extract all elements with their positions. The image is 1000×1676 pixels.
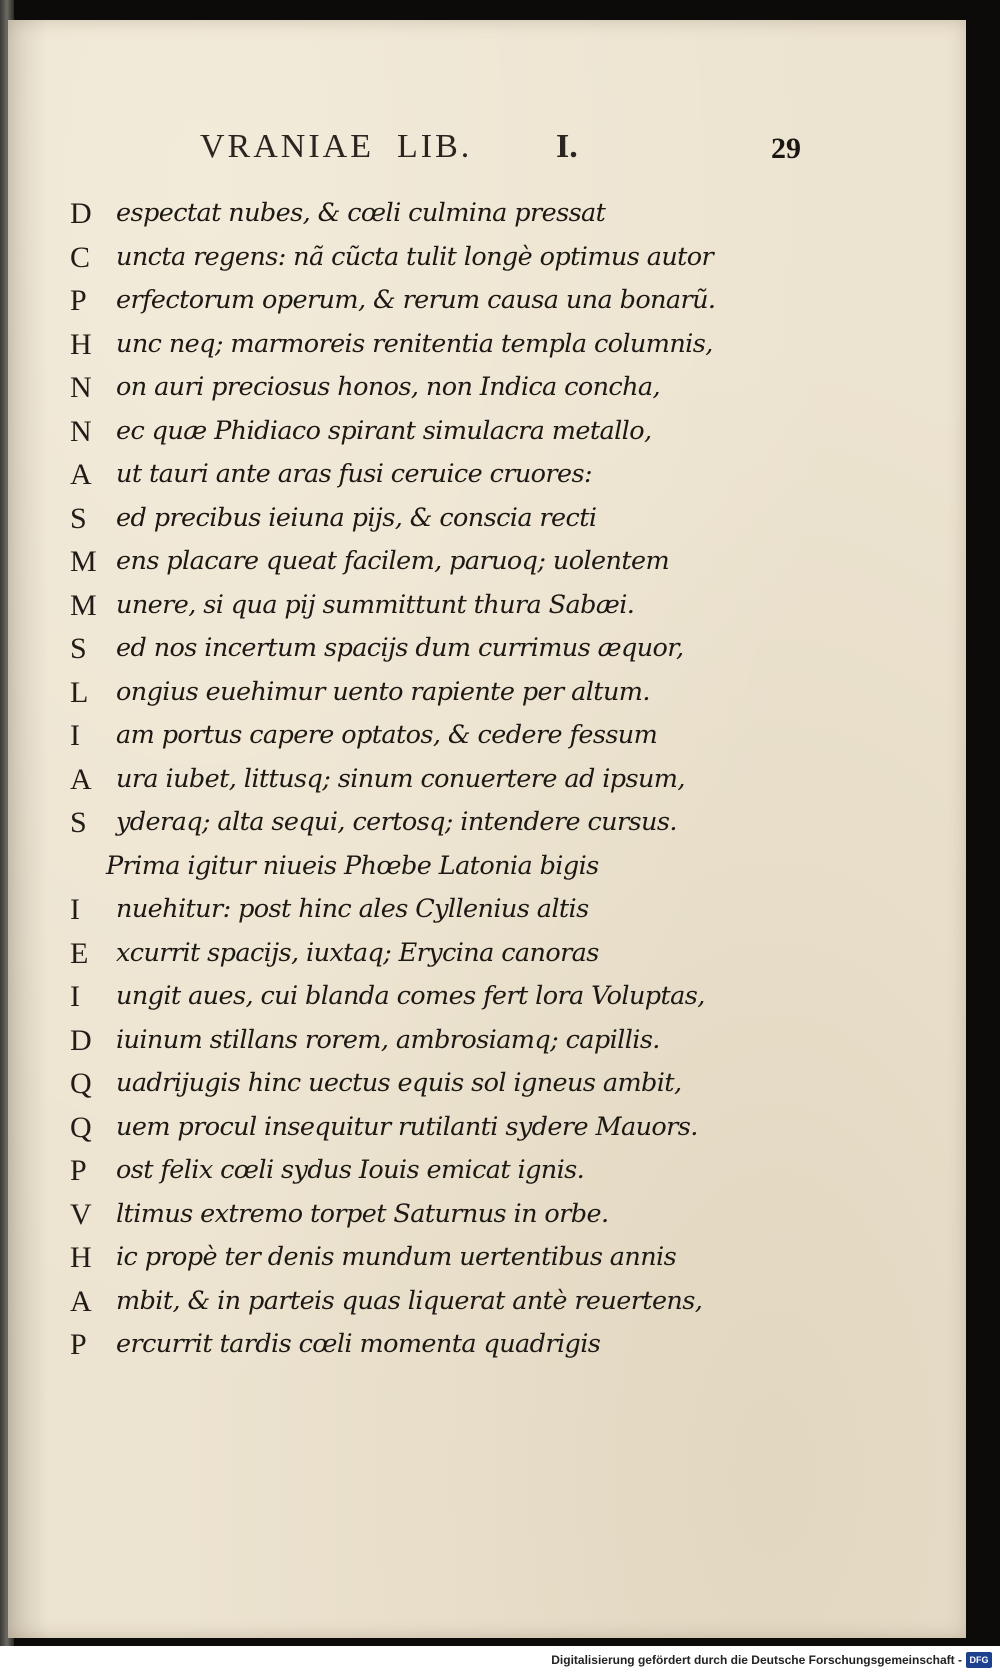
verse-text: unere, si qua pij summittunt thura Sabæi. [116,589,635,620]
funding-credit: Digitalisierung gefördert durch die Deutsche Forschungsgemeinschaft - [551,1653,962,1667]
verse-line [8,801,966,845]
page-header [8,128,966,178]
digitization-footer [0,1646,1000,1676]
verse-line [8,1323,966,1367]
verse-text: on auri preciosus honos, non Indica concha, [116,372,661,402]
verse-line [8,932,966,976]
verse-initial: D [70,197,92,230]
verse-line [8,192,966,236]
verse-line [8,453,966,497]
verse-initial: N [70,414,92,448]
verse-line [8,584,966,628]
verse-line [8,671,966,715]
verse-line [8,497,966,541]
verse-line [8,888,966,932]
verse-initial: S [70,806,87,839]
verse-text: uem procul insequitur rutilanti sydere Mauors. [116,1111,698,1142]
verse-line [8,1149,966,1193]
verse-text: ost felix cœli sydus Iouis emicat ignis. [116,1155,585,1185]
verse-line [8,1280,966,1324]
verse-initial: Q [70,1067,92,1100]
verse-text: erfectorum operum, & rerum causa una bonarũ. [116,285,716,315]
verse-line [8,366,966,410]
book-page [8,20,966,1638]
running-head: VRANIAE LIB. [200,128,473,165]
verse-text: uadrijugis hinc uectus equis sol igneus ambit, [116,1068,682,1098]
verse-line [8,1062,966,1106]
verse-text: am portus capere optatos, & cedere fessum [116,720,658,750]
verse-line [8,1106,966,1150]
book-number: I. [556,128,578,165]
verse-line [8,627,966,671]
verse-initial: A [70,762,92,796]
folio-number: 29 [771,132,801,165]
verse-line [8,714,966,758]
verse-text: ed nos incertum spacijs dum currimus æquor, [116,633,684,663]
verse-text: Prima igitur niueis Phœbe Latonia bigis [106,850,599,881]
verse-text: iuinum stillans rorem, ambrosiamq; capillis. [116,1024,660,1055]
verse-line [8,279,966,323]
verse-initial: P [70,1154,87,1187]
verse-initial: M [70,588,97,622]
verse-text: ungit aues, cui blanda comes fert lora Voluptas, [116,981,705,1011]
verse-text: unc neq; marmoreis renitentia templa columnis, [116,328,713,359]
verse-initial: N [70,371,92,404]
verse-line [8,1019,966,1063]
verse-line [8,410,966,454]
verse-initial: P [70,1328,87,1361]
verse-line [8,758,966,802]
verse-initial: A [70,1284,92,1318]
verse-text: ltimus extremo torpet Saturnus in orbe. [116,1198,609,1229]
verse-line [8,975,966,1019]
verse-text: ongius euehimur uento rapiente per altum. [116,676,650,707]
verse-initial: A [70,458,92,491]
verse-text: ic propè ter denis mundum uertentibus annis [116,1242,677,1272]
verse-text: ut tauri ante aras fusi ceruice cruores: [116,459,592,489]
verse-text: espectat nubes, & cœli culmina pressat [116,198,606,228]
verse-text: mbit, & in parteis quas liquerat antè reuertens, [116,1285,703,1316]
verse-text: ed precibus ieiuna pijs, & conscia recti [116,502,597,533]
verse-line [8,323,966,367]
verse-text: xcurrit spacijs, iuxtaq; Erycina canoras [116,937,599,968]
verse-line [8,236,966,280]
verse-text: uncta regens: nã cũcta tulit longè optimus autor [116,241,714,272]
verse-initial: L [70,675,89,709]
verse-line [8,540,966,584]
verse-initial: C [70,240,91,274]
verse-text: ura iubet, littusq; sinum conuertere ad ipsum, [116,763,685,794]
verse-text: ec quæ Phidiaco spirant simulacra metallo, [116,415,652,446]
verse-list [8,192,966,1367]
verse-initial: P [70,284,87,317]
verse-initial: I [70,893,80,926]
verse-initial: I [70,980,80,1013]
verse-initial: E [70,936,89,970]
verse-line [8,1236,966,1280]
verse-initial: Q [70,1110,92,1144]
verse-line [8,845,966,889]
verse-initial: V [70,1197,92,1231]
verse-text: ercurrit tardis cœli momenta quadrigis [116,1329,601,1359]
verse-text: yderaq; alta sequi, certosq; intendere cursus. [116,807,677,837]
verse-initial: S [70,632,87,665]
verse-text: nuehitur: post hinc ales Cyllenius altis [116,894,589,924]
verse-initial: I [70,719,80,752]
verse-text: ens placare queat facilem, paruoq; uolentem [116,546,670,576]
verse-initial: D [70,1023,92,1057]
verse-initial: S [70,501,87,535]
verse-line [8,1193,966,1237]
verse-initial: H [70,327,92,361]
verse-initial: H [70,1241,92,1274]
dfg-logo: DFG [966,1652,992,1668]
verse-initial: M [70,545,97,578]
